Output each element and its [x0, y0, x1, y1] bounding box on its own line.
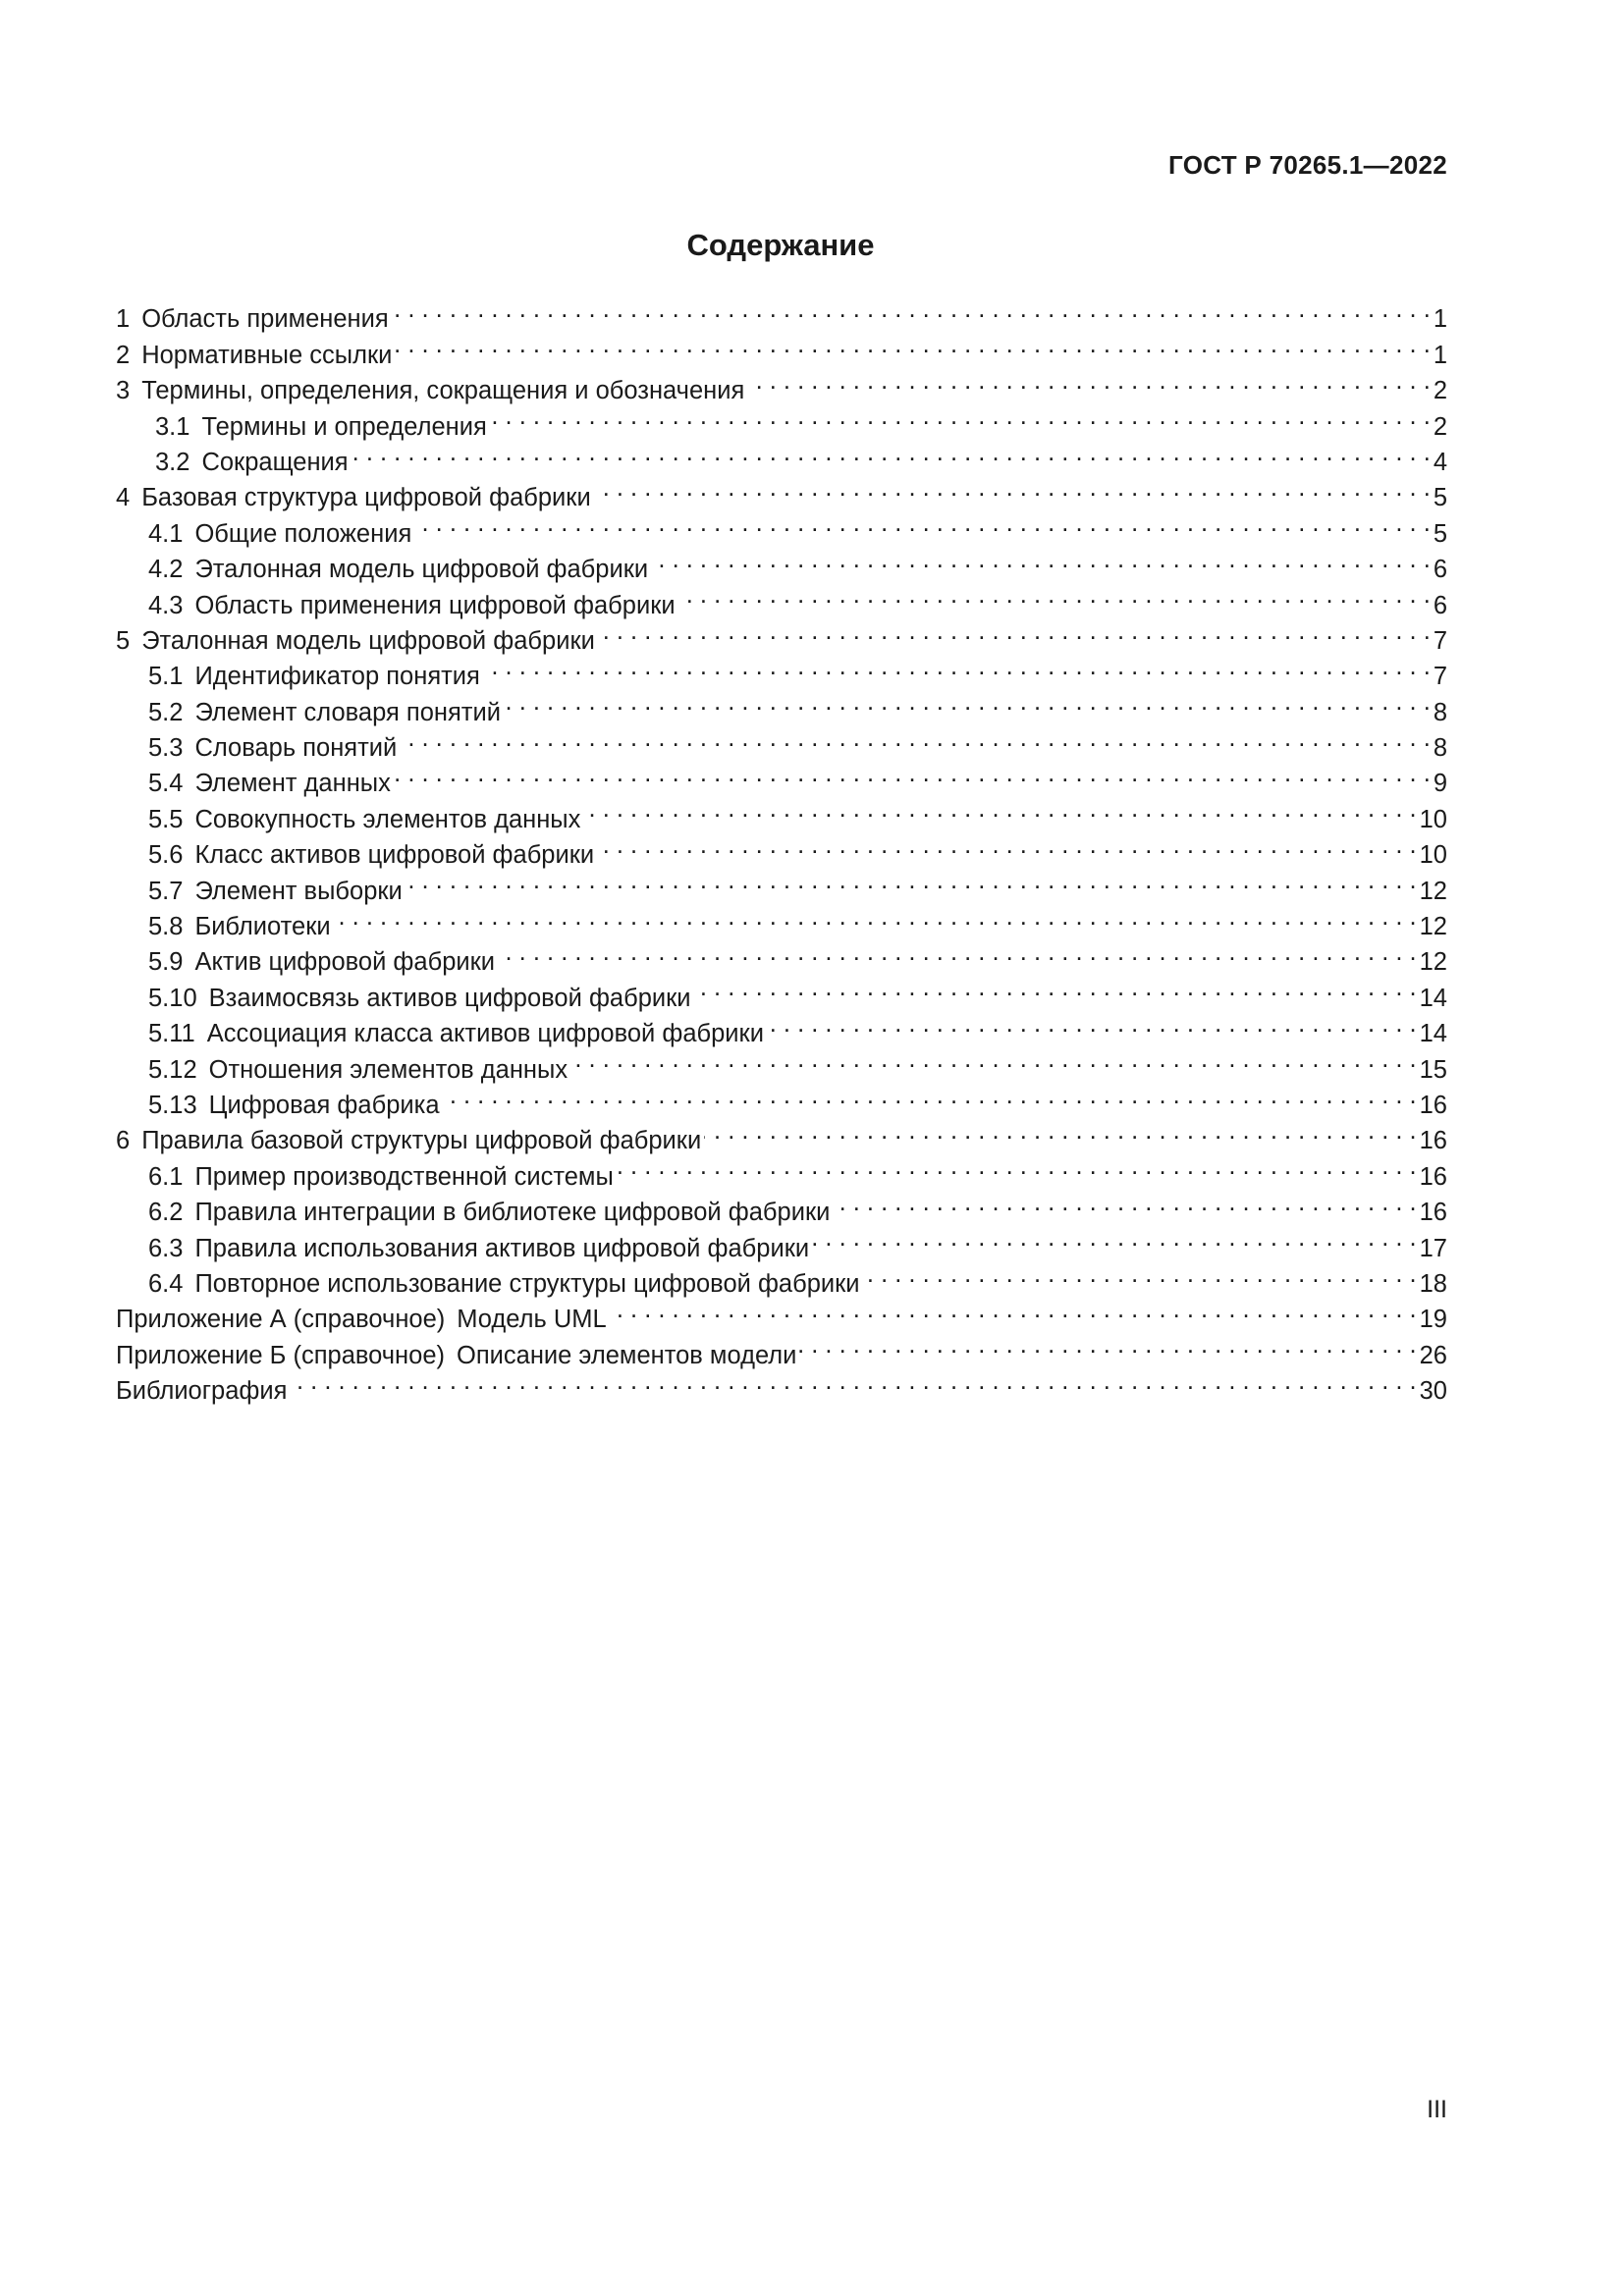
- toc-entry-page: 30: [1419, 1377, 1447, 1406]
- toc-entry-page: 10: [1419, 805, 1447, 833]
- toc-entry-label: Идентификатор понятия: [194, 663, 480, 691]
- toc-entry-label: Отношения элементов данных: [208, 1055, 568, 1084]
- toc-entry-label: Библиография: [116, 1377, 288, 1406]
- toc-leader-dots: [833, 1185, 1416, 1220]
- toc-entry-page: 26: [1419, 1341, 1447, 1369]
- toc-entry-label: Описание элементов модели: [457, 1341, 797, 1369]
- toc-leader-dots: [651, 542, 1431, 577]
- toc-entry-page: 12: [1419, 913, 1447, 941]
- toc-entry-page: 6: [1433, 591, 1447, 619]
- toc-entry-number: 5.12: [148, 1055, 197, 1084]
- toc-entry-label: Класс активов цифровой фабрики: [194, 841, 595, 870]
- toc-entry-page: 6: [1433, 556, 1447, 584]
- toc-entry-page: 7: [1433, 626, 1447, 655]
- toc-leader-dots: [598, 614, 1431, 649]
- toc-leader-dots: [594, 470, 1431, 506]
- toc-leader-dots: [443, 1078, 1417, 1113]
- toc-entry-label: Модель UML: [457, 1306, 607, 1334]
- toc-leader-dots: [392, 292, 1431, 327]
- toc-entry-label: Элемент выборки: [194, 877, 403, 905]
- toc-entry-page: 2: [1433, 412, 1447, 441]
- toc-leader-dots: [498, 934, 1417, 970]
- toc-entry[interactable]: [116, 1363, 1447, 1406]
- toc-leader-dots: [490, 399, 1431, 434]
- toc-leader-dots: [799, 1327, 1416, 1362]
- toc-leader-dots: [704, 1113, 1416, 1148]
- toc-entry-page: 17: [1419, 1234, 1447, 1262]
- toc-entry-number: 4.3: [148, 591, 184, 619]
- toc-leader-dots: [414, 506, 1431, 541]
- toc-entry-number: 5.2: [148, 698, 184, 726]
- toc-entry-number: 6.4: [148, 1269, 184, 1298]
- toc-entry-page: 12: [1419, 877, 1447, 905]
- toc-entry-label: Правила интеграции в библиотеке цифровой фабрики: [194, 1199, 831, 1227]
- toc-leader-dots: [290, 1363, 1416, 1399]
- toc-entry-number: 6.1: [148, 1162, 184, 1191]
- toc-entry-page: 9: [1433, 770, 1447, 798]
- toc-entry-number: 5.9: [148, 948, 184, 977]
- toc-entry-number: 6.3: [148, 1234, 184, 1262]
- toc-entry-page: 19: [1419, 1306, 1447, 1334]
- toc-entry-page: 1: [1433, 305, 1447, 334]
- toc-entry-page: 2: [1433, 377, 1447, 405]
- toc-leader-dots: [694, 970, 1417, 1005]
- toc-entry-number: 3: [116, 377, 131, 405]
- toc-leader-dots: [352, 435, 1431, 470]
- toc-entry-page: 10: [1419, 841, 1447, 870]
- toc-entry-number: 5.3: [148, 734, 184, 763]
- toc-entry-number: 4.1: [148, 519, 184, 548]
- toc-entry-number: 5.6: [148, 841, 184, 870]
- toc-entry-page: 8: [1433, 734, 1447, 763]
- toc-entry-number: 5.4: [148, 770, 184, 798]
- toc-entry-label: Цифровая фабрика: [208, 1091, 440, 1119]
- toc-leader-dots: [597, 828, 1416, 863]
- toc-entry-page: 7: [1433, 663, 1447, 691]
- toc-leader-dots: [570, 1041, 1417, 1077]
- toc-entry-label: Взаимосвязь активов цифровой фабрики: [208, 984, 691, 1012]
- toc-entry-label: Словарь понятий: [194, 734, 398, 763]
- toc-leader-dots: [395, 327, 1430, 362]
- toc-leader-dots: [747, 363, 1431, 399]
- toc-entry-page: 5: [1433, 484, 1447, 512]
- toc-leader-dots: [483, 649, 1431, 684]
- toc-entry-number: 5.1: [148, 663, 184, 691]
- toc-entry-label: Актив цифровой фабрики: [194, 948, 496, 977]
- toc-entry-page: 14: [1419, 1020, 1447, 1048]
- document-code: ГОСТ Р 70265.1—2022: [1168, 150, 1447, 180]
- toc-entry-number: 5.7: [148, 877, 184, 905]
- toc-entry-page: 12: [1419, 948, 1447, 977]
- toc-entry-page: 16: [1419, 1127, 1447, 1155]
- toc-entry-page: 15: [1419, 1055, 1447, 1084]
- toc-entry-label: Термины, определения, сокращения и обозначения: [141, 377, 745, 405]
- table-of-contents: [116, 292, 1447, 1406]
- toc-entry-page: 16: [1419, 1091, 1447, 1119]
- toc-entry-page: 4: [1433, 448, 1447, 476]
- toc-entry-number: 4: [116, 484, 131, 512]
- toc-entry-number: 5: [116, 626, 131, 655]
- toc-leader-dots: [394, 756, 1431, 791]
- toc-leader-dots: [812, 1220, 1417, 1255]
- toc-entry-number: 2: [116, 341, 131, 369]
- toc-entry-number: 5.13: [148, 1091, 197, 1119]
- toc-entry-page: 1: [1433, 341, 1447, 369]
- page-number: III: [1427, 2096, 1447, 2123]
- toc-entry[interactable]: [116, 292, 1447, 334]
- toc-entry-label: Эталонная модель цифровой фабрики: [194, 556, 649, 584]
- toc-entry-label: Термины и определения: [201, 412, 487, 441]
- toc-entry-number: 5.11: [148, 1020, 195, 1048]
- toc-entry-label: Повторное использование структуры цифровой фабрики: [194, 1269, 860, 1298]
- toc-entry-label: Библиотеки: [194, 913, 331, 941]
- toc-leader-dots: [583, 791, 1416, 827]
- toc-entry-page: 16: [1419, 1199, 1447, 1227]
- toc-entry-page: 8: [1433, 698, 1447, 726]
- toc-entry-page: 5: [1433, 519, 1447, 548]
- toc-entry-label: Эталонная модель цифровой фабрики: [141, 626, 595, 655]
- toc-entry-label: Ассоциация класса активов цифровой фабрики: [206, 1020, 764, 1048]
- toc-leader-dots: [400, 721, 1431, 756]
- toc-entry-number: Приложение Б (справочное): [116, 1341, 445, 1369]
- toc-entry-number: 5.10: [148, 984, 197, 1012]
- page-title: Содержание: [686, 228, 875, 262]
- toc-leader-dots: [617, 1148, 1417, 1184]
- toc-entry-number: 5.8: [148, 913, 184, 941]
- toc-entry-label: Пример производственной системы: [194, 1162, 614, 1191]
- toc-entry-number: 5.5: [148, 805, 184, 833]
- toc-entry-number: 4.2: [148, 556, 184, 584]
- toc-leader-dots: [678, 577, 1431, 613]
- toc-entry-label: Сокращения: [201, 448, 349, 476]
- toc-entry-page: 18: [1419, 1269, 1447, 1298]
- toc-entry-label: Правила базовой структуры цифровой фабрики: [141, 1127, 702, 1155]
- toc-entry-label: Совокупность элементов данных: [194, 805, 581, 833]
- toc-entry-number: 6.2: [148, 1199, 184, 1227]
- toc-entry-label: Базовая структура цифровой фабрики: [141, 484, 591, 512]
- toc-entry-label: Область применения: [141, 305, 389, 334]
- toc-entry-page: 14: [1419, 984, 1447, 1012]
- toc-entry-number: Приложение А (справочное): [116, 1306, 446, 1334]
- toc-leader-dots: [406, 863, 1417, 898]
- toc-entry-number: 3.2: [155, 448, 190, 476]
- toc-leader-dots: [863, 1256, 1417, 1292]
- toc-leader-dots: [334, 899, 1417, 934]
- toc-entry-label: Общие положения: [194, 519, 412, 548]
- toc-leader-dots: [610, 1292, 1417, 1327]
- toc-entry-number: 3.1: [155, 412, 190, 441]
- toc-entry-page: 16: [1419, 1162, 1447, 1191]
- toc-entry-label: Элемент данных: [194, 770, 391, 798]
- toc-entry-label: Правила использования активов цифровой фабрики: [194, 1234, 810, 1262]
- toc-entry-number: 1: [116, 305, 131, 334]
- toc-entry-label: Элемент словаря понятий: [194, 698, 501, 726]
- toc-leader-dots: [504, 684, 1431, 720]
- toc-entry-label: Область применения цифровой фабрики: [194, 591, 676, 619]
- toc-entry-number: 6: [116, 1127, 131, 1155]
- toc-entry-label: Нормативные ссылки: [141, 341, 393, 369]
- toc-leader-dots: [767, 1006, 1417, 1041]
